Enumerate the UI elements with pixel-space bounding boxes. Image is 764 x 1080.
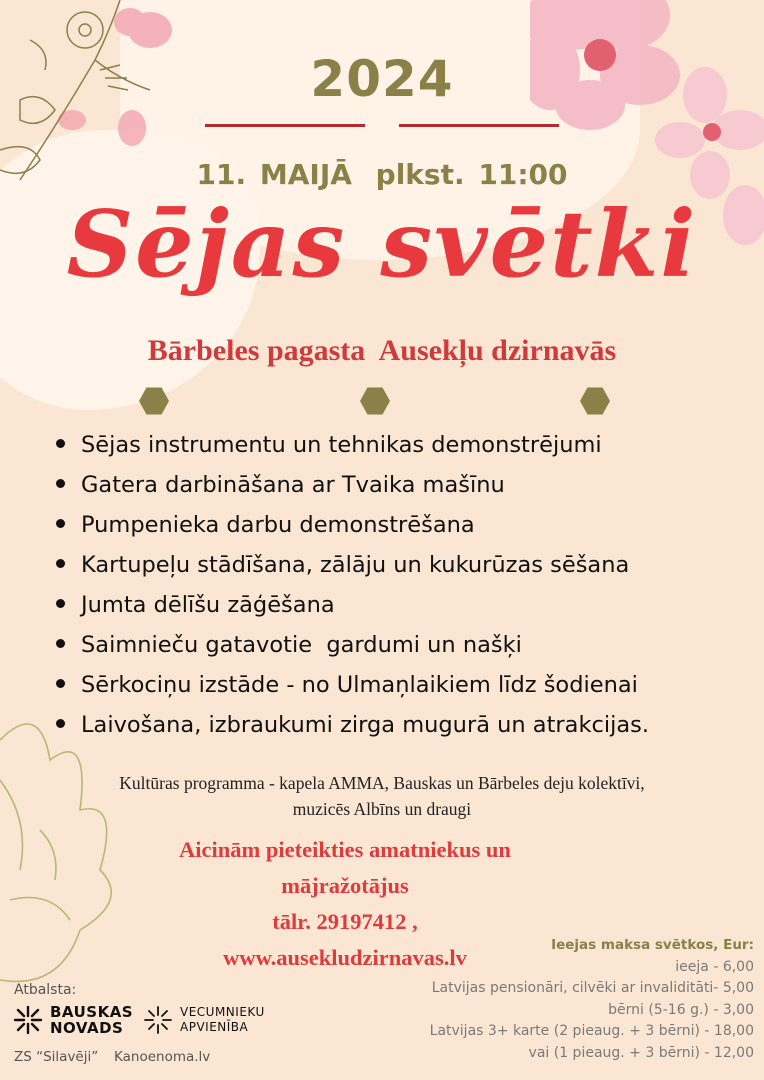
hexagon-icon: [360, 386, 390, 416]
event-year: 2024: [310, 50, 454, 108]
bauskas-novads-logo: BAUSKAS NOVADS: [12, 1004, 133, 1036]
invite-line-2: mājražotājus: [281, 873, 409, 898]
price-row: vai (1 pieaug. + 3 bērni) - 12,00: [528, 1044, 754, 1061]
list-item: Gatera darbināšana ar Tvaika mašīnu: [52, 465, 752, 505]
event-date: 11. MAIJĀ: [196, 158, 352, 191]
price-row: Latvijas 3+ karte (2 pieaug. + 3 bērni) - 18,00: [429, 1023, 754, 1039]
list-item: Laivošana, izbraukumi zirga mugurā un atrakcijas.: [52, 705, 752, 745]
event-date-time: [0, 158, 764, 191]
list-item: Saimnieču gatavotie gardumi un našķi: [52, 625, 752, 665]
divider-right: [399, 124, 559, 127]
event-location: Bārbeles pagasta Ausekļu dzirnavās: [147, 334, 617, 367]
bullet-icon: [56, 439, 65, 448]
event-time: plkst. 11:00: [375, 158, 568, 191]
sponsor-silaveji: ZS “Silavēji”: [14, 1049, 99, 1065]
activities-list: [52, 425, 752, 745]
divider-left: [205, 124, 365, 127]
bullet-icon: [56, 479, 65, 488]
price-row: ieeja - 6,00: [675, 958, 754, 975]
price-row: bērni (5-16 g.) - 3,00: [608, 1001, 754, 1018]
bullet-icon: [56, 639, 65, 648]
culture-line-2: muzicēs Albīns un draugi: [292, 799, 472, 819]
invite-line-1: Aicinām pieteikties amatniekus un: [179, 837, 511, 862]
bullet-icon: [56, 719, 65, 728]
bullet-icon: [56, 599, 65, 608]
vecumnieku-sun-icon: [142, 1004, 174, 1036]
hexagon-icon: [580, 386, 610, 416]
price-header: Ieejas maksa svētkos, Eur:: [551, 937, 754, 953]
support-label: Atbalsta:: [14, 982, 77, 998]
vecumnieku-apvieniba-logo: VECUMNIEKU APVIENĪBA: [142, 1004, 265, 1036]
bullet-icon: [56, 679, 65, 688]
list-item: Kartupeļu stādīšana, zālāju un kukurūzas sēšana: [52, 545, 752, 585]
invite-website[interactable]: www.ausekludzirnavas.lv: [223, 945, 467, 970]
bullet-icon: [56, 519, 65, 528]
list-item: Jumta dēlīšu zāģēšana: [52, 585, 752, 625]
price-row: Latvijas pensionāri, cilvēki ar invaliditāti- 5,00: [431, 980, 754, 996]
bullet-icon: [56, 559, 65, 568]
bauskas-snowflake-icon: [12, 1004, 44, 1036]
list-item: Sērkociņu izstāde - no Ulmaņlaikiem līdz šodienai: [52, 665, 752, 705]
event-title: Sējas svētki: [66, 190, 698, 298]
culture-line-1: Kultūras programma - kapela AMMA, Bauskas un Bārbeles deju kolektīvi,: [119, 773, 645, 793]
sponsor-kanoenoma[interactable]: Kanoenoma.lv: [114, 1049, 211, 1065]
price-list: [374, 935, 754, 1064]
list-item: Pumpenieka darbu demonstrēšana: [52, 505, 752, 545]
invite-phone: tālr. 29197412 ,: [272, 909, 418, 934]
list-item: Sējas instrumentu un tehnikas demonstrējumi: [52, 425, 752, 465]
culture-program: [0, 770, 764, 822]
